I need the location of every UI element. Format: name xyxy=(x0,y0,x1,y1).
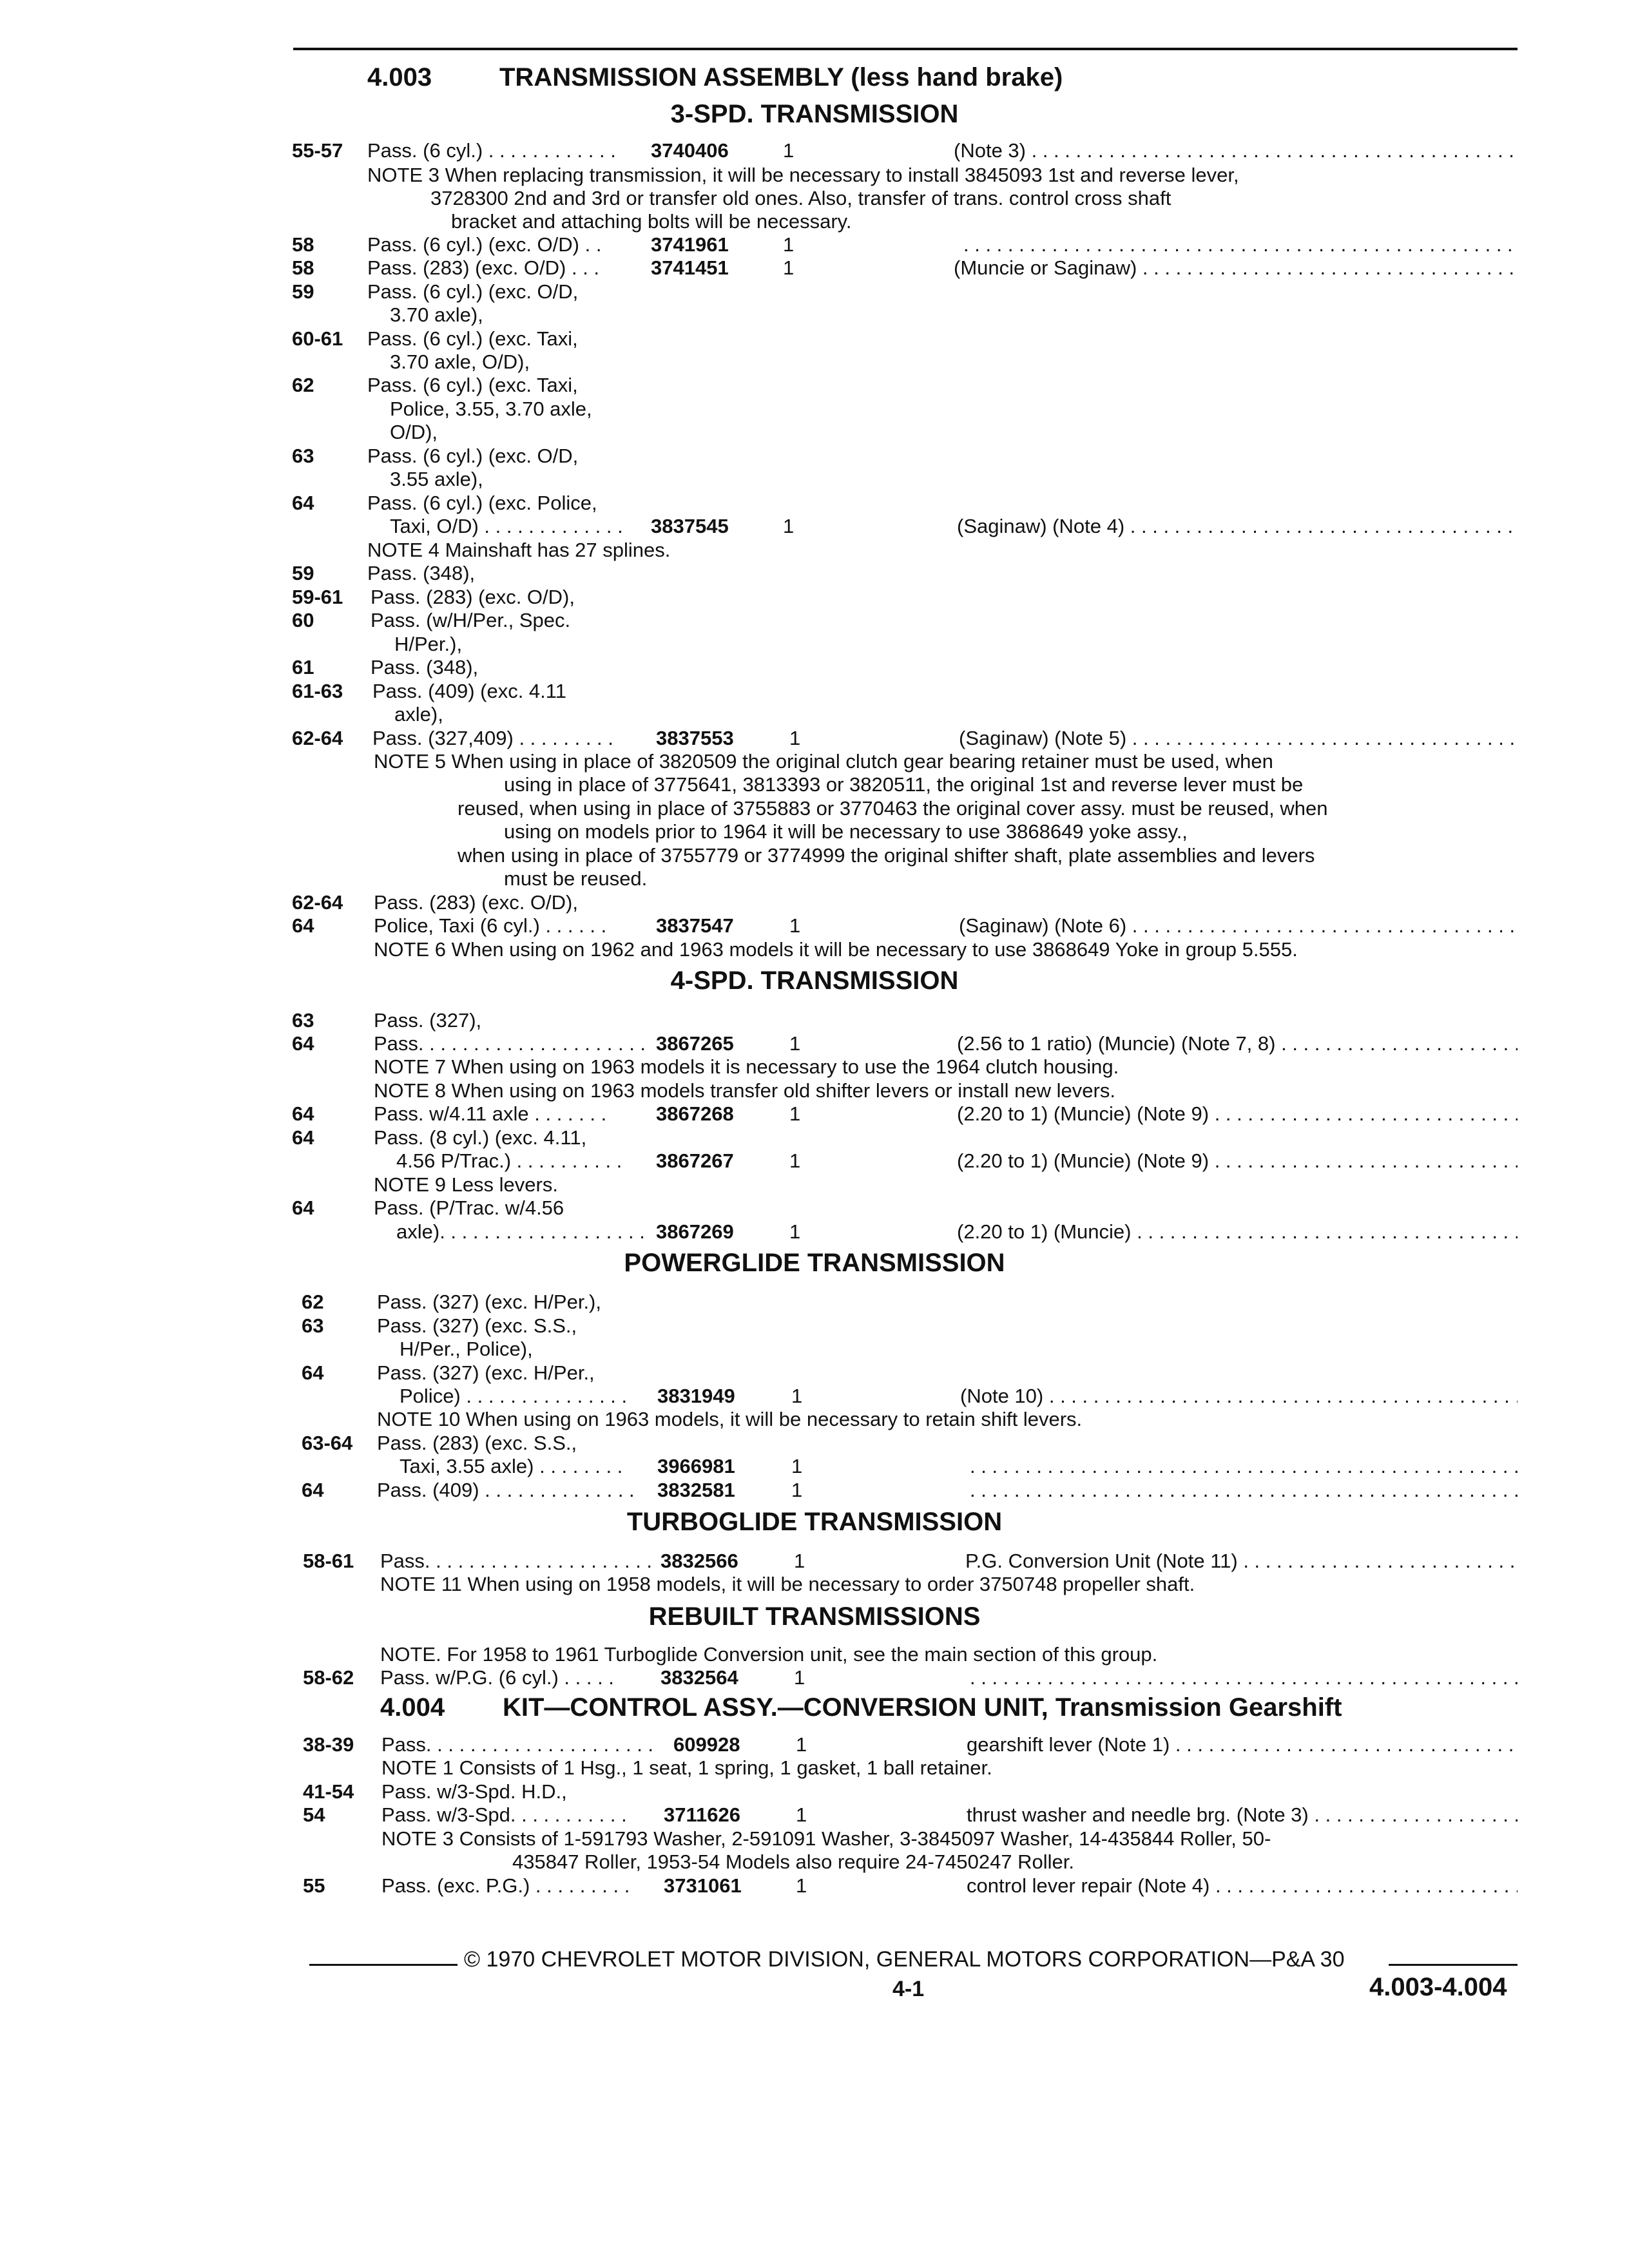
row-desc-cont: Taxi, O/D) . . . . . . . . . . . . . xyxy=(390,515,623,537)
row-desc: Pass. (6 cyl.) (exc. Taxi, xyxy=(367,374,578,396)
row-year: 63 xyxy=(292,445,314,467)
row-year: 59-61 xyxy=(292,586,343,608)
section-title: TRANSMISSION ASSEMBLY (less hand brake) xyxy=(499,63,1063,91)
note-line: using on models prior to 1964 it will be necessary to use 3868649 yoke assy., xyxy=(504,820,1188,843)
note-line: NOTE 5 When using in place of 3820509 the original clutch gear bearing retainer must be used, when xyxy=(374,750,1273,773)
row-desc: Pass. . . . . . . . . . . . . . . . . . . . . xyxy=(381,1733,654,1756)
row-year: 58-62 xyxy=(303,1666,354,1689)
row-year: 54 xyxy=(303,1803,325,1826)
row-year: 61-63 xyxy=(292,680,343,702)
row-qty: 1 xyxy=(789,1149,801,1172)
row-remark: (Note 10) . . . xyxy=(960,1385,1518,1408)
row-qty: 1 xyxy=(789,727,801,749)
row-part-number: 3711626 xyxy=(664,1803,740,1826)
section-header-4003 xyxy=(367,63,1063,92)
row-remark: (Note 3) . . . xyxy=(954,139,1518,162)
row-qty: 1 xyxy=(791,1455,803,1477)
row-desc: Pass. (327), xyxy=(374,1009,482,1032)
note-line: NOTE 7 When using on 1963 models it is necessary to use the 1964 clutch housing. xyxy=(374,1055,1119,1078)
row-desc: Pass. (P/Trac. w/4.56 xyxy=(374,1196,564,1219)
note-line: NOTE 6 When using on 1962 and 1963 models it will be necessary to use 3868649 Yoke in group 5.555. xyxy=(374,938,1298,961)
subheading-4spd: 4-SPD. TRANSMISSION xyxy=(670,966,959,995)
row-remark: (Muncie or Saginaw) . . . xyxy=(954,256,1518,280)
row-remark: (2.20 to 1) (Muncie) (Note 9) . . . xyxy=(957,1102,1518,1126)
row-qty: 1 xyxy=(789,1032,801,1055)
row-desc: Pass. (327) (exc. H/Per., xyxy=(377,1361,595,1384)
row-year: 58 xyxy=(292,256,314,279)
row-qty: 1 xyxy=(783,139,795,162)
row-desc-cont: axle). . . . . . . . . . . . . . . . . . . xyxy=(396,1220,645,1243)
row-year: 58 xyxy=(292,233,314,256)
row-desc: Pass. (283) (exc. O/D), xyxy=(374,891,578,914)
note-line: NOTE 1 Consists of 1 Hsg., 1 seat, 1 spring, 1 gasket, 1 ball retainer. xyxy=(381,1756,992,1779)
note-line: NOTE 4 Mainshaft has 27 splines. xyxy=(367,539,671,561)
subheading-3spd: 3-SPD. TRANSMISSION xyxy=(670,100,959,128)
row-year: 63 xyxy=(292,1009,314,1032)
row-qty: 1 xyxy=(794,1666,805,1689)
row-year: 63-64 xyxy=(302,1432,353,1454)
row-desc: Pass. (exc. P.G.) . . . . . . . . . xyxy=(381,1874,630,1897)
row-desc: Pass. (348), xyxy=(367,562,476,584)
row-year: 64 xyxy=(292,914,314,937)
row-desc: Pass. (w/H/Per., Spec. xyxy=(371,609,571,631)
footer-rule-left xyxy=(309,1964,458,1966)
row-year: 64 xyxy=(292,492,314,514)
note-line: must be reused. xyxy=(504,867,648,890)
note-line: reused, when using in place of 3755883 or 3770463 the original cover assy. must be reused, when xyxy=(458,797,1328,820)
row-part-number: 3832566 xyxy=(660,1550,738,1572)
note-line: bracket and attaching bolts will be necessary. xyxy=(451,210,852,233)
row-desc: Pass. (348), xyxy=(371,656,479,678)
row-remark: (Saginaw) (Note 5) . . . xyxy=(959,727,1518,750)
row-part-number: 3832581 xyxy=(657,1479,735,1501)
row-year: 61 xyxy=(292,656,314,678)
row-year: 62 xyxy=(292,374,314,396)
row-part-number: 3831949 xyxy=(657,1385,735,1407)
row-desc-cont: Taxi, 3.55 axle) . . . . . . . . xyxy=(400,1455,623,1477)
row-year: 41-54 xyxy=(303,1780,354,1803)
row-remark: (Saginaw) (Note 6) . . . xyxy=(959,914,1518,937)
section-header-4004 xyxy=(380,1693,1342,1722)
row-remark xyxy=(970,1479,1518,1502)
row-year: 60-61 xyxy=(292,327,343,350)
row-year: 62-64 xyxy=(292,891,343,914)
row-year: 64 xyxy=(292,1102,314,1125)
row-qty: 1 xyxy=(783,256,795,279)
row-desc: Pass. (8 cyl.) (exc. 4.11, xyxy=(374,1126,587,1149)
row-desc: Pass. (283) (exc. O/D) . . . xyxy=(367,256,600,279)
row-part-number: 3867268 xyxy=(656,1102,734,1125)
row-desc-cont: 3.55 axle), xyxy=(390,468,483,490)
note-line: 435847 Roller, 1953-54 Models also require 24-7450247 Roller. xyxy=(512,1850,1075,1873)
row-part-number: 3731061 xyxy=(664,1874,742,1897)
row-part-number: 3741451 xyxy=(651,256,729,279)
note-line: 3728300 2nd and 3rd or transfer old ones. Also, transfer of trans. control cross shaft xyxy=(430,187,1171,209)
row-qty: 1 xyxy=(789,1102,801,1125)
row-desc: Pass. (6 cyl.) (exc. Police, xyxy=(367,492,597,514)
row-desc: Pass. (6 cyl.) . . . . . . . . . . . . xyxy=(367,139,616,162)
row-desc: Pass. (327) (exc. H/Per.), xyxy=(377,1291,601,1313)
row-desc: Pass. w/P.G. (6 cyl.) . . . . . xyxy=(380,1666,614,1689)
row-qty: 1 xyxy=(796,1733,807,1756)
row-remark: gearshift lever (Note 1) . . . xyxy=(967,1733,1518,1756)
row-remark: (2.20 to 1) (Muncie) . . . xyxy=(957,1220,1518,1244)
row-desc: Pass. (409) (exc. 4.11 xyxy=(372,680,566,702)
row-desc: Police, Taxi (6 cyl.) . . . . . . xyxy=(374,914,607,937)
row-year: 64 xyxy=(302,1361,324,1384)
row-qty: 1 xyxy=(791,1479,803,1501)
note-line: NOTE 3 Consists of 1-591793 Washer, 2-591091 Washer, 3-3845097 Washer, 14-435844 Roller, 50- xyxy=(381,1827,1271,1850)
row-desc: Pass. w/4.11 axle . . . . . . . xyxy=(374,1102,607,1125)
group-range: 4.003-4.004 xyxy=(1369,1973,1507,2001)
row-year: 64 xyxy=(292,1032,314,1055)
row-desc-cont: 3.70 axle), xyxy=(390,303,483,326)
row-qty: 1 xyxy=(796,1803,807,1826)
subheading-rebuilt: REBUILT TRANSMISSIONS xyxy=(648,1602,981,1631)
row-desc: Pass. (327) (exc. S.S., xyxy=(377,1314,577,1337)
row-remark xyxy=(970,1455,1518,1478)
row-part-number: 3837545 xyxy=(651,515,729,537)
row-qty: 1 xyxy=(783,515,795,537)
row-year: 62-64 xyxy=(292,727,343,749)
row-year: 60 xyxy=(292,609,314,631)
row-desc-cont: H/Per., Police), xyxy=(400,1338,533,1360)
row-part-number: 3832564 xyxy=(660,1666,738,1689)
row-desc-cont: Police, 3.55, 3.70 axle, xyxy=(390,398,592,420)
row-part-number: 3867265 xyxy=(656,1032,734,1055)
section-title: KIT—CONTROL ASSY.—CONVERSION UNIT, Transmission Gearshift xyxy=(503,1693,1342,1722)
row-remark: P.G. Conversion Unit (Note 11) . . . xyxy=(965,1550,1518,1573)
row-year: 62 xyxy=(302,1291,324,1313)
row-year: 55 xyxy=(303,1874,325,1897)
row-desc-cont: Police) . . . . . . . . . . . . . . . xyxy=(400,1385,628,1407)
row-desc: Pass. (6 cyl.) (exc. O/D) . . xyxy=(367,233,602,256)
row-desc: Pass. (6 cyl.) (exc. O/D, xyxy=(367,445,579,467)
row-desc: Pass. w/3-Spd. H.D., xyxy=(381,1780,567,1803)
row-year: 59 xyxy=(292,280,314,303)
subheading-powerglide: POWERGLIDE TRANSMISSION xyxy=(624,1249,1005,1277)
row-qty: 1 xyxy=(789,1220,801,1243)
row-year: 58-61 xyxy=(303,1550,354,1572)
row-qty: 1 xyxy=(791,1385,803,1407)
row-desc-cont: 4.56 P/Trac.) . . . . . . . . . . xyxy=(396,1149,622,1172)
row-remark xyxy=(963,233,1518,256)
note-line: NOTE 9 Less levers. xyxy=(374,1173,558,1196)
row-part-number: 609928 xyxy=(673,1733,740,1756)
footer-copyright: © 1970 CHEVROLET MOTOR DIVISION, GENERAL MOTORS CORPORATION—P&A 30 xyxy=(464,1947,1345,1972)
row-desc: Pass. (6 cyl.) (exc. Taxi, xyxy=(367,327,578,350)
section-number: 4.004 xyxy=(380,1693,445,1722)
row-desc: Pass. (327,409) . . . . . . . . . xyxy=(372,727,613,749)
note-line: when using in place of 3755779 or 3774999 the original shifter shaft, plate assemblies and levers xyxy=(458,844,1315,867)
row-part-number: 3867269 xyxy=(656,1220,734,1243)
row-desc: Pass. (283) (exc. O/D), xyxy=(371,586,575,608)
row-year: 64 xyxy=(292,1196,314,1219)
footer-rule-right xyxy=(1389,1964,1518,1966)
row-qty: 1 xyxy=(789,914,801,937)
row-remark: thrust washer and needle brg. (Note 3) . . . xyxy=(967,1803,1518,1827)
row-year: 64 xyxy=(292,1126,314,1149)
row-part-number: 3837553 xyxy=(656,727,734,749)
row-remark xyxy=(970,1666,1518,1689)
page-number: 4-1 xyxy=(892,1977,925,2001)
row-desc: Pass. (409) . . . . . . . . . . . . . . xyxy=(377,1479,635,1501)
note-line: using in place of 3775641, 3813393 or 3820511, the original 1st and reverse lever must be xyxy=(504,773,1304,796)
row-desc: Pass. . . . . . . . . . . . . . . . . . . . . xyxy=(380,1550,653,1572)
top-rule xyxy=(293,48,1518,50)
note-line: NOTE 3 When replacing transmission, it will be necessary to install 3845093 1st and reverse lever, xyxy=(367,164,1239,186)
row-desc-cont: 3.70 axle, O/D), xyxy=(390,351,530,373)
row-remark: (2.20 to 1) (Muncie) (Note 9) . . . xyxy=(957,1149,1518,1173)
row-qty: 1 xyxy=(783,233,795,256)
row-qty: 1 xyxy=(794,1550,805,1572)
row-part-number: 3867267 xyxy=(656,1149,734,1172)
row-year: 64 xyxy=(302,1479,324,1501)
row-remark: (2.56 to 1 ratio) (Muncie) (Note 7, 8) . . . xyxy=(957,1032,1518,1055)
row-desc: Pass. (283) (exc. S.S., xyxy=(377,1432,577,1454)
row-part-number: 3740406 xyxy=(651,139,729,162)
note-line: NOTE. For 1958 to 1961 Turboglide Conversion unit, see the main section of this group. xyxy=(380,1643,1158,1666)
section-number: 4.003 xyxy=(367,63,432,91)
row-desc-cont: axle), xyxy=(394,703,443,726)
row-part-number: 3966981 xyxy=(657,1455,735,1477)
row-year: 59 xyxy=(292,562,314,584)
row-year: 38-39 xyxy=(303,1733,354,1756)
row-remark: (Saginaw) (Note 4) . . . xyxy=(957,515,1518,538)
subheading-turboglide: TURBOGLIDE TRANSMISSION xyxy=(626,1508,1003,1536)
note-line: NOTE 11 When using on 1958 models, it will be necessary to order 3750748 propeller shaft. xyxy=(380,1573,1195,1595)
row-desc-cont: H/Per.), xyxy=(394,633,463,655)
row-desc: Pass. (6 cyl.) (exc. O/D, xyxy=(367,280,579,303)
row-desc: Pass. w/3-Spd. . . . . . . . . . . xyxy=(381,1803,627,1826)
row-year: 63 xyxy=(302,1314,324,1337)
row-remark: control lever repair (Note 4) . . . xyxy=(967,1874,1518,1898)
note-line: NOTE 10 When using on 1963 models, it will be necessary to retain shift levers. xyxy=(377,1408,1083,1430)
row-part-number: 3741961 xyxy=(651,233,729,256)
row-desc: Pass. . . . . . . . . . . . . . . . . . . . . xyxy=(374,1032,646,1055)
row-qty: 1 xyxy=(796,1874,807,1897)
row-year: 55-57 xyxy=(292,139,343,162)
row-desc-cont: O/D), xyxy=(390,421,438,443)
note-line: NOTE 8 When using on 1963 models transfer old shifter levers or install new levers. xyxy=(374,1079,1115,1102)
row-part-number: 3837547 xyxy=(656,914,734,937)
